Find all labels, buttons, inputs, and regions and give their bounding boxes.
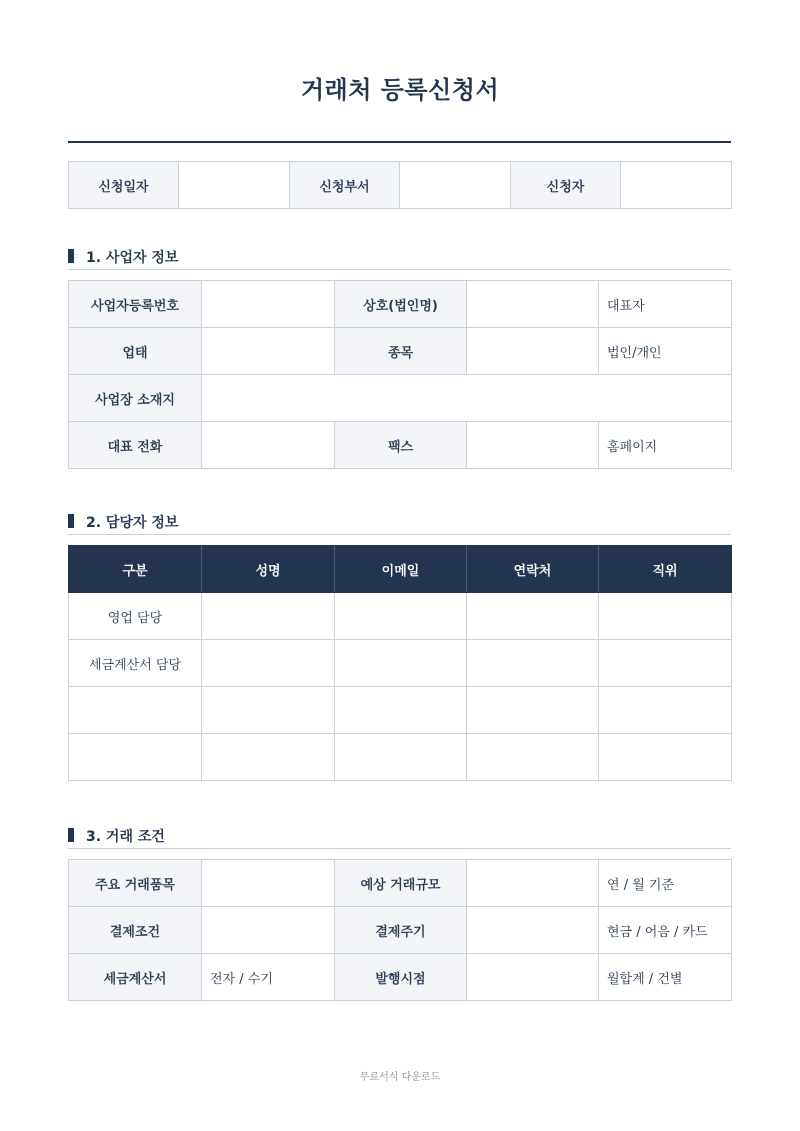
table-row — [69, 734, 732, 781]
column-header-name: 성명 — [202, 546, 335, 593]
row-position-field[interactable] — [599, 640, 732, 687]
issue-timing-label: 발행시점 — [335, 954, 467, 1001]
ceo-label: 대표자 — [599, 281, 732, 328]
business-item-label: 종목 — [335, 328, 467, 375]
payment-cycle-field[interactable] — [467, 907, 599, 954]
contact-info-table — [68, 545, 732, 781]
expected-scale-field[interactable] — [467, 860, 599, 907]
phone-label: 대표 전화 — [69, 422, 202, 469]
request-date-label: 신청일자 — [69, 162, 179, 209]
request-dept-field[interactable] — [400, 162, 511, 209]
request-date-field[interactable] — [179, 162, 290, 209]
column-header-contact: 연락처 — [467, 546, 599, 593]
row-name-field[interactable] — [202, 593, 335, 640]
column-header-category: 구분 — [69, 546, 202, 593]
section-business-info-heading — [68, 247, 731, 270]
request-header-table — [68, 161, 732, 209]
company-name-field[interactable] — [467, 281, 599, 328]
row-email-field[interactable] — [335, 734, 467, 781]
row-contact-field[interactable] — [467, 687, 599, 734]
row-contact-field[interactable] — [467, 640, 599, 687]
corp-personal-option: 법인/개인 — [599, 328, 732, 375]
biz-no-field[interactable] — [202, 281, 335, 328]
column-header-position: 직위 — [599, 546, 732, 593]
row-position-field[interactable] — [599, 734, 732, 781]
row-name-field[interactable] — [202, 640, 335, 687]
row-email-field[interactable] — [335, 593, 467, 640]
table-row — [69, 687, 732, 734]
business-type-field[interactable] — [202, 328, 335, 375]
row-email-field[interactable] — [335, 640, 467, 687]
tax-invoice-label: 세금계산서 — [69, 954, 202, 1001]
section-marker — [68, 249, 74, 263]
business-item-field[interactable] — [467, 328, 599, 375]
row-category-field[interactable] — [69, 734, 202, 781]
row-email-field[interactable] — [335, 687, 467, 734]
row-contact-field[interactable] — [467, 734, 599, 781]
row-position-field[interactable] — [599, 593, 732, 640]
applicant-field[interactable] — [621, 162, 732, 209]
section-title: 3. 거래 조건 — [86, 829, 165, 845]
row-contact-field[interactable] — [467, 593, 599, 640]
phone-field[interactable] — [202, 422, 335, 469]
title-divider — [68, 141, 731, 143]
payment-terms-field[interactable] — [202, 907, 335, 954]
address-label: 사업장 소재지 — [69, 375, 202, 422]
section-marker — [68, 828, 74, 842]
company-name-label: 상호(법인명) — [335, 281, 467, 328]
section-title: 2. 담당자 정보 — [86, 515, 179, 531]
issue-options: 월합계 / 건별 — [599, 954, 732, 1001]
homepage-label: 홈페이지 — [599, 422, 732, 469]
scale-basis-option: 연 / 월 기준 — [599, 860, 732, 907]
fax-field[interactable] — [467, 422, 599, 469]
tax-invoice-type-option: 전자 / 수기 — [202, 954, 335, 1001]
payment-methods-option: 현금 / 어음 / 카드 — [599, 907, 732, 954]
business-type-label: 업태 — [69, 328, 202, 375]
row-category-field[interactable] — [69, 687, 202, 734]
column-header-email: 이메일 — [335, 546, 467, 593]
footer-text: 무료서식 다운로드 — [359, 1072, 441, 1083]
biz-no-label: 사업자등록번호 — [69, 281, 202, 328]
row-name-field[interactable] — [202, 734, 335, 781]
main-items-field[interactable] — [202, 860, 335, 907]
document-title: 거래처 등록신청서 — [300, 76, 500, 104]
business-info-table — [68, 280, 732, 469]
expected-scale-label: 예상 거래규모 — [335, 860, 467, 907]
section-title: 1. 사업자 정보 — [86, 250, 179, 266]
main-items-label: 주요 거래품목 — [69, 860, 202, 907]
table-row — [69, 640, 732, 687]
address-field[interactable] — [202, 375, 732, 422]
payment-cycle-label: 결제주기 — [335, 907, 467, 954]
row-name-field[interactable] — [202, 687, 335, 734]
row-category: 세금계산서 담당 — [69, 640, 202, 687]
section-marker — [68, 514, 74, 528]
section-contact-info-heading — [68, 512, 731, 535]
fax-label: 팩스 — [335, 422, 467, 469]
trade-terms-table — [68, 859, 732, 1001]
row-position-field[interactable] — [599, 687, 732, 734]
section-trade-terms-heading — [68, 826, 731, 849]
table-row — [69, 593, 732, 640]
applicant-label: 신청자 — [511, 162, 621, 209]
issue-timing-field[interactable] — [467, 954, 599, 1001]
payment-terms-label: 결제조건 — [69, 907, 202, 954]
request-dept-label: 신청부서 — [290, 162, 400, 209]
row-category: 영업 담당 — [69, 593, 202, 640]
